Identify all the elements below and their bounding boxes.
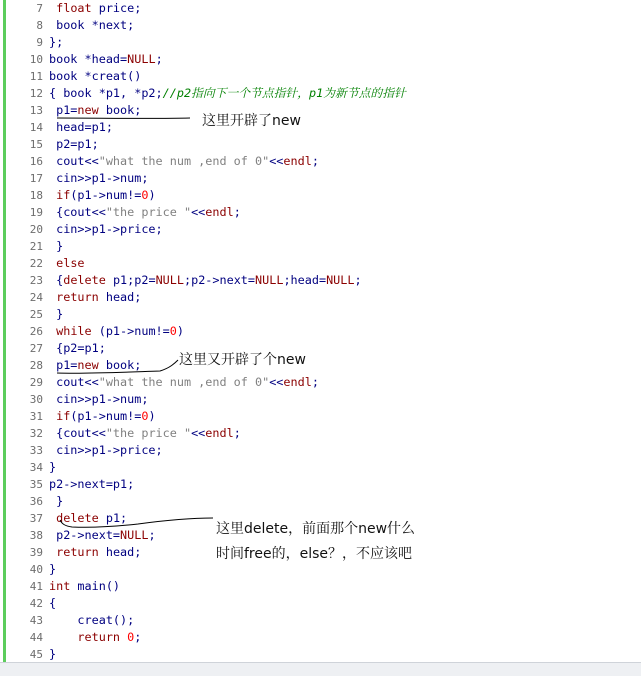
code-token: } xyxy=(49,239,63,253)
code-line[interactable] xyxy=(0,578,641,595)
code-line[interactable] xyxy=(0,221,641,238)
code-line[interactable] xyxy=(0,170,641,187)
code-text[interactable] xyxy=(49,561,56,578)
code-token: ; xyxy=(234,426,241,440)
code-token: }; xyxy=(49,35,63,49)
code-token: ; xyxy=(312,154,319,168)
code-text[interactable] xyxy=(49,0,141,17)
code-text[interactable] xyxy=(49,646,56,663)
code-token: p1;p2= xyxy=(106,273,156,287)
code-token: } xyxy=(49,647,56,661)
code-token: ;head= xyxy=(283,273,326,287)
code-text[interactable] xyxy=(49,34,63,51)
code-token: head; xyxy=(99,290,142,304)
code-token: //p2指向下一个节点指针，p1为新节点的指针 xyxy=(163,86,406,100)
code-line[interactable] xyxy=(0,425,641,442)
code-token: delete xyxy=(63,273,106,287)
code-token: << xyxy=(269,154,283,168)
code-token: return xyxy=(77,630,120,644)
line-number: 25 xyxy=(8,306,43,323)
line-number: 7 xyxy=(8,0,43,17)
code-token: } xyxy=(49,307,63,321)
code-text[interactable] xyxy=(49,425,241,442)
code-token: ) xyxy=(148,188,155,202)
code-text[interactable] xyxy=(49,85,406,102)
line-number: 32 xyxy=(8,425,43,442)
code-token: << xyxy=(191,426,205,440)
code-token: (p1->num!= xyxy=(70,409,141,423)
code-token: 0 xyxy=(141,188,148,202)
code-token: {p2=p1; xyxy=(49,341,106,355)
code-text[interactable] xyxy=(49,306,63,323)
line-number: 37 xyxy=(8,510,43,527)
code-token: if xyxy=(56,409,70,423)
code-line[interactable] xyxy=(0,255,641,272)
code-line[interactable] xyxy=(0,612,641,629)
code-token: << xyxy=(191,205,205,219)
code-token: new xyxy=(77,103,98,117)
line-number: 10 xyxy=(8,51,43,68)
code-text[interactable] xyxy=(49,612,134,629)
code-text[interactable] xyxy=(49,374,319,391)
code-line[interactable] xyxy=(0,646,641,663)
code-token: head=p1; xyxy=(49,120,113,134)
line-number: 43 xyxy=(8,612,43,629)
line-number: 27 xyxy=(8,340,43,357)
code-token: NULL xyxy=(120,528,148,542)
line-number: 31 xyxy=(8,408,43,425)
code-line[interactable] xyxy=(0,238,641,255)
code-text[interactable] xyxy=(49,629,141,646)
code-token xyxy=(49,630,77,644)
line-number: 36 xyxy=(8,493,43,510)
code-text[interactable] xyxy=(49,527,156,544)
code-token: cin>>p1->num; xyxy=(49,392,148,406)
code-token: cin>>p1->price; xyxy=(49,443,163,457)
code-token: } xyxy=(49,494,63,508)
code-token: return xyxy=(56,545,99,559)
code-token: ; xyxy=(148,528,155,542)
code-token: book *next; xyxy=(49,18,134,32)
code-line[interactable] xyxy=(0,204,641,221)
code-token: ; xyxy=(156,52,163,66)
code-line[interactable] xyxy=(0,85,641,102)
code-token: else xyxy=(56,256,84,270)
code-line[interactable] xyxy=(0,102,641,119)
code-token: book; xyxy=(99,103,142,117)
code-line[interactable] xyxy=(0,289,641,306)
line-number: 20 xyxy=(8,221,43,238)
code-token: {cout<< xyxy=(49,426,106,440)
code-line[interactable] xyxy=(0,561,641,578)
code-token: {cout<< xyxy=(49,205,106,219)
code-token: endl xyxy=(205,205,233,219)
code-token: endl xyxy=(205,426,233,440)
code-text[interactable] xyxy=(49,51,163,68)
code-text[interactable] xyxy=(49,442,163,459)
code-line[interactable] xyxy=(0,323,641,340)
line-number: 40 xyxy=(8,561,43,578)
code-text[interactable] xyxy=(49,493,63,510)
code-token: new xyxy=(77,358,98,372)
line-number: 28 xyxy=(8,357,43,374)
code-line[interactable] xyxy=(0,374,641,391)
code-line[interactable] xyxy=(0,493,641,510)
code-line[interactable] xyxy=(0,17,641,34)
code-token: ; xyxy=(354,273,361,287)
code-line[interactable] xyxy=(0,51,641,68)
line-number: 45 xyxy=(8,646,43,663)
line-number: 23 xyxy=(8,272,43,289)
code-token: float xyxy=(56,1,92,15)
code-token: if xyxy=(56,188,70,202)
code-token: p2->next= xyxy=(49,528,120,542)
code-text[interactable] xyxy=(49,340,106,357)
code-token: int xyxy=(49,579,70,593)
code-line[interactable] xyxy=(0,153,641,170)
code-text[interactable] xyxy=(49,255,85,272)
code-line[interactable] xyxy=(0,459,641,476)
code-line[interactable] xyxy=(0,272,641,289)
code-token: NULL xyxy=(127,52,155,66)
line-number: 29 xyxy=(8,374,43,391)
code-line[interactable] xyxy=(0,595,641,612)
code-text[interactable] xyxy=(49,510,127,527)
line-number: 44 xyxy=(8,629,43,646)
code-text[interactable] xyxy=(49,544,141,561)
code-token: NULL xyxy=(156,273,184,287)
line-number: 11 xyxy=(8,68,43,85)
code-token: p1; xyxy=(99,511,127,525)
code-token: } xyxy=(49,460,56,474)
code-token: p1= xyxy=(49,358,77,372)
line-number: 12 xyxy=(8,85,43,102)
code-line[interactable] xyxy=(0,68,641,85)
code-line[interactable] xyxy=(0,119,641,136)
code-token: NULL xyxy=(255,273,283,287)
code-token: p1= xyxy=(49,103,77,117)
code-token: head; xyxy=(99,545,142,559)
code-line[interactable] xyxy=(0,629,641,646)
line-number: 13 xyxy=(8,102,43,119)
code-token: 0 xyxy=(170,324,177,338)
code-line[interactable] xyxy=(0,306,641,323)
line-number: 17 xyxy=(8,170,43,187)
code-text[interactable] xyxy=(49,323,184,340)
code-text[interactable] xyxy=(49,68,141,85)
code-text[interactable] xyxy=(49,459,56,476)
line-number: 9 xyxy=(8,34,43,51)
code-token: "what the num ,end of 0" xyxy=(99,375,269,389)
code-token: ; xyxy=(234,205,241,219)
line-number: 35 xyxy=(8,476,43,493)
code-token: "the price " xyxy=(106,205,191,219)
code-text[interactable] xyxy=(49,102,141,119)
line-number: 8 xyxy=(8,17,43,34)
line-number: 14 xyxy=(8,119,43,136)
line-number: 30 xyxy=(8,391,43,408)
line-number: 24 xyxy=(8,289,43,306)
code-text[interactable] xyxy=(49,204,241,221)
line-number: 16 xyxy=(8,153,43,170)
code-token: ; xyxy=(312,375,319,389)
code-text[interactable] xyxy=(49,476,134,493)
code-token: cin>>p1->num; xyxy=(49,171,148,185)
annotation-note-2: 这里又开辟了个new xyxy=(179,349,306,369)
code-token: "what the num ,end of 0" xyxy=(99,154,269,168)
code-token: ) xyxy=(177,324,184,338)
code-token: { xyxy=(49,596,56,610)
code-text[interactable] xyxy=(49,238,63,255)
code-token: book *creat() xyxy=(49,69,141,83)
line-number: 19 xyxy=(8,204,43,221)
code-token: (p1->num!= xyxy=(92,324,170,338)
code-token: 0 xyxy=(141,409,148,423)
code-token: price; xyxy=(92,1,142,15)
code-text[interactable] xyxy=(49,221,163,238)
line-number: 42 xyxy=(8,595,43,612)
line-number: 33 xyxy=(8,442,43,459)
line-number: 38 xyxy=(8,527,43,544)
code-token: p2->next=p1; xyxy=(49,477,134,491)
annotation-note-3-line-2: 时间free的，else？，不应该吧 xyxy=(216,543,412,563)
line-number: 39 xyxy=(8,544,43,561)
code-text[interactable] xyxy=(49,595,56,612)
code-token: << xyxy=(269,375,283,389)
line-number: 26 xyxy=(8,323,43,340)
code-text[interactable] xyxy=(49,119,113,136)
line-number: 15 xyxy=(8,136,43,153)
line-number: 21 xyxy=(8,238,43,255)
code-token: book; xyxy=(99,358,142,372)
annotation-note-3-line-1: 这里delete，前面那个new什么 xyxy=(216,518,415,538)
code-text[interactable] xyxy=(49,578,120,595)
code-token: cout<< xyxy=(49,154,99,168)
annotation-note-1: 这里开辟了new xyxy=(202,110,301,130)
code-token: 0 xyxy=(127,630,134,644)
code-text[interactable] xyxy=(49,289,141,306)
horizontal-scrollbar[interactable] xyxy=(0,662,641,676)
code-token: ; xyxy=(134,630,141,644)
code-token: { xyxy=(49,273,63,287)
code-token: { book *p1, *p2; xyxy=(49,86,163,100)
code-text[interactable] xyxy=(49,17,134,34)
code-token: cin>>p1->price; xyxy=(49,222,163,236)
code-token: while xyxy=(56,324,92,338)
code-token: } xyxy=(49,562,56,576)
line-number: 34 xyxy=(8,459,43,476)
code-text[interactable] xyxy=(49,170,148,187)
code-line[interactable] xyxy=(0,408,641,425)
code-token: creat(); xyxy=(49,613,134,627)
code-token: main() xyxy=(70,579,120,593)
code-text[interactable] xyxy=(49,408,156,425)
line-number: 22 xyxy=(8,255,43,272)
code-token: cout<< xyxy=(49,375,99,389)
code-token: NULL xyxy=(326,273,354,287)
code-token: endl xyxy=(283,154,311,168)
line-number: 18 xyxy=(8,187,43,204)
code-text[interactable] xyxy=(49,357,141,374)
code-token: ) xyxy=(148,409,155,423)
code-line[interactable] xyxy=(0,187,641,204)
code-line[interactable] xyxy=(0,391,641,408)
code-text[interactable] xyxy=(49,272,362,289)
line-number: 41 xyxy=(8,578,43,595)
code-token: (p1->num!= xyxy=(70,188,141,202)
code-line[interactable] xyxy=(0,357,641,374)
code-text[interactable] xyxy=(49,153,319,170)
code-token: endl xyxy=(283,375,311,389)
code-line[interactable] xyxy=(0,136,641,153)
code-token: ;p2->next= xyxy=(184,273,255,287)
code-line[interactable] xyxy=(0,476,641,493)
code-token: delete xyxy=(56,511,99,525)
code-line[interactable] xyxy=(0,442,641,459)
code-token: p2=p1; xyxy=(49,137,99,151)
code-text[interactable] xyxy=(49,136,99,153)
code-line[interactable] xyxy=(0,340,641,357)
code-token: return xyxy=(56,290,99,304)
code-line[interactable] xyxy=(0,34,641,51)
code-text[interactable] xyxy=(49,391,148,408)
code-token: "the price " xyxy=(106,426,191,440)
code-line[interactable] xyxy=(0,0,641,17)
code-text[interactable] xyxy=(49,187,156,204)
code-token: book *head= xyxy=(49,52,127,66)
